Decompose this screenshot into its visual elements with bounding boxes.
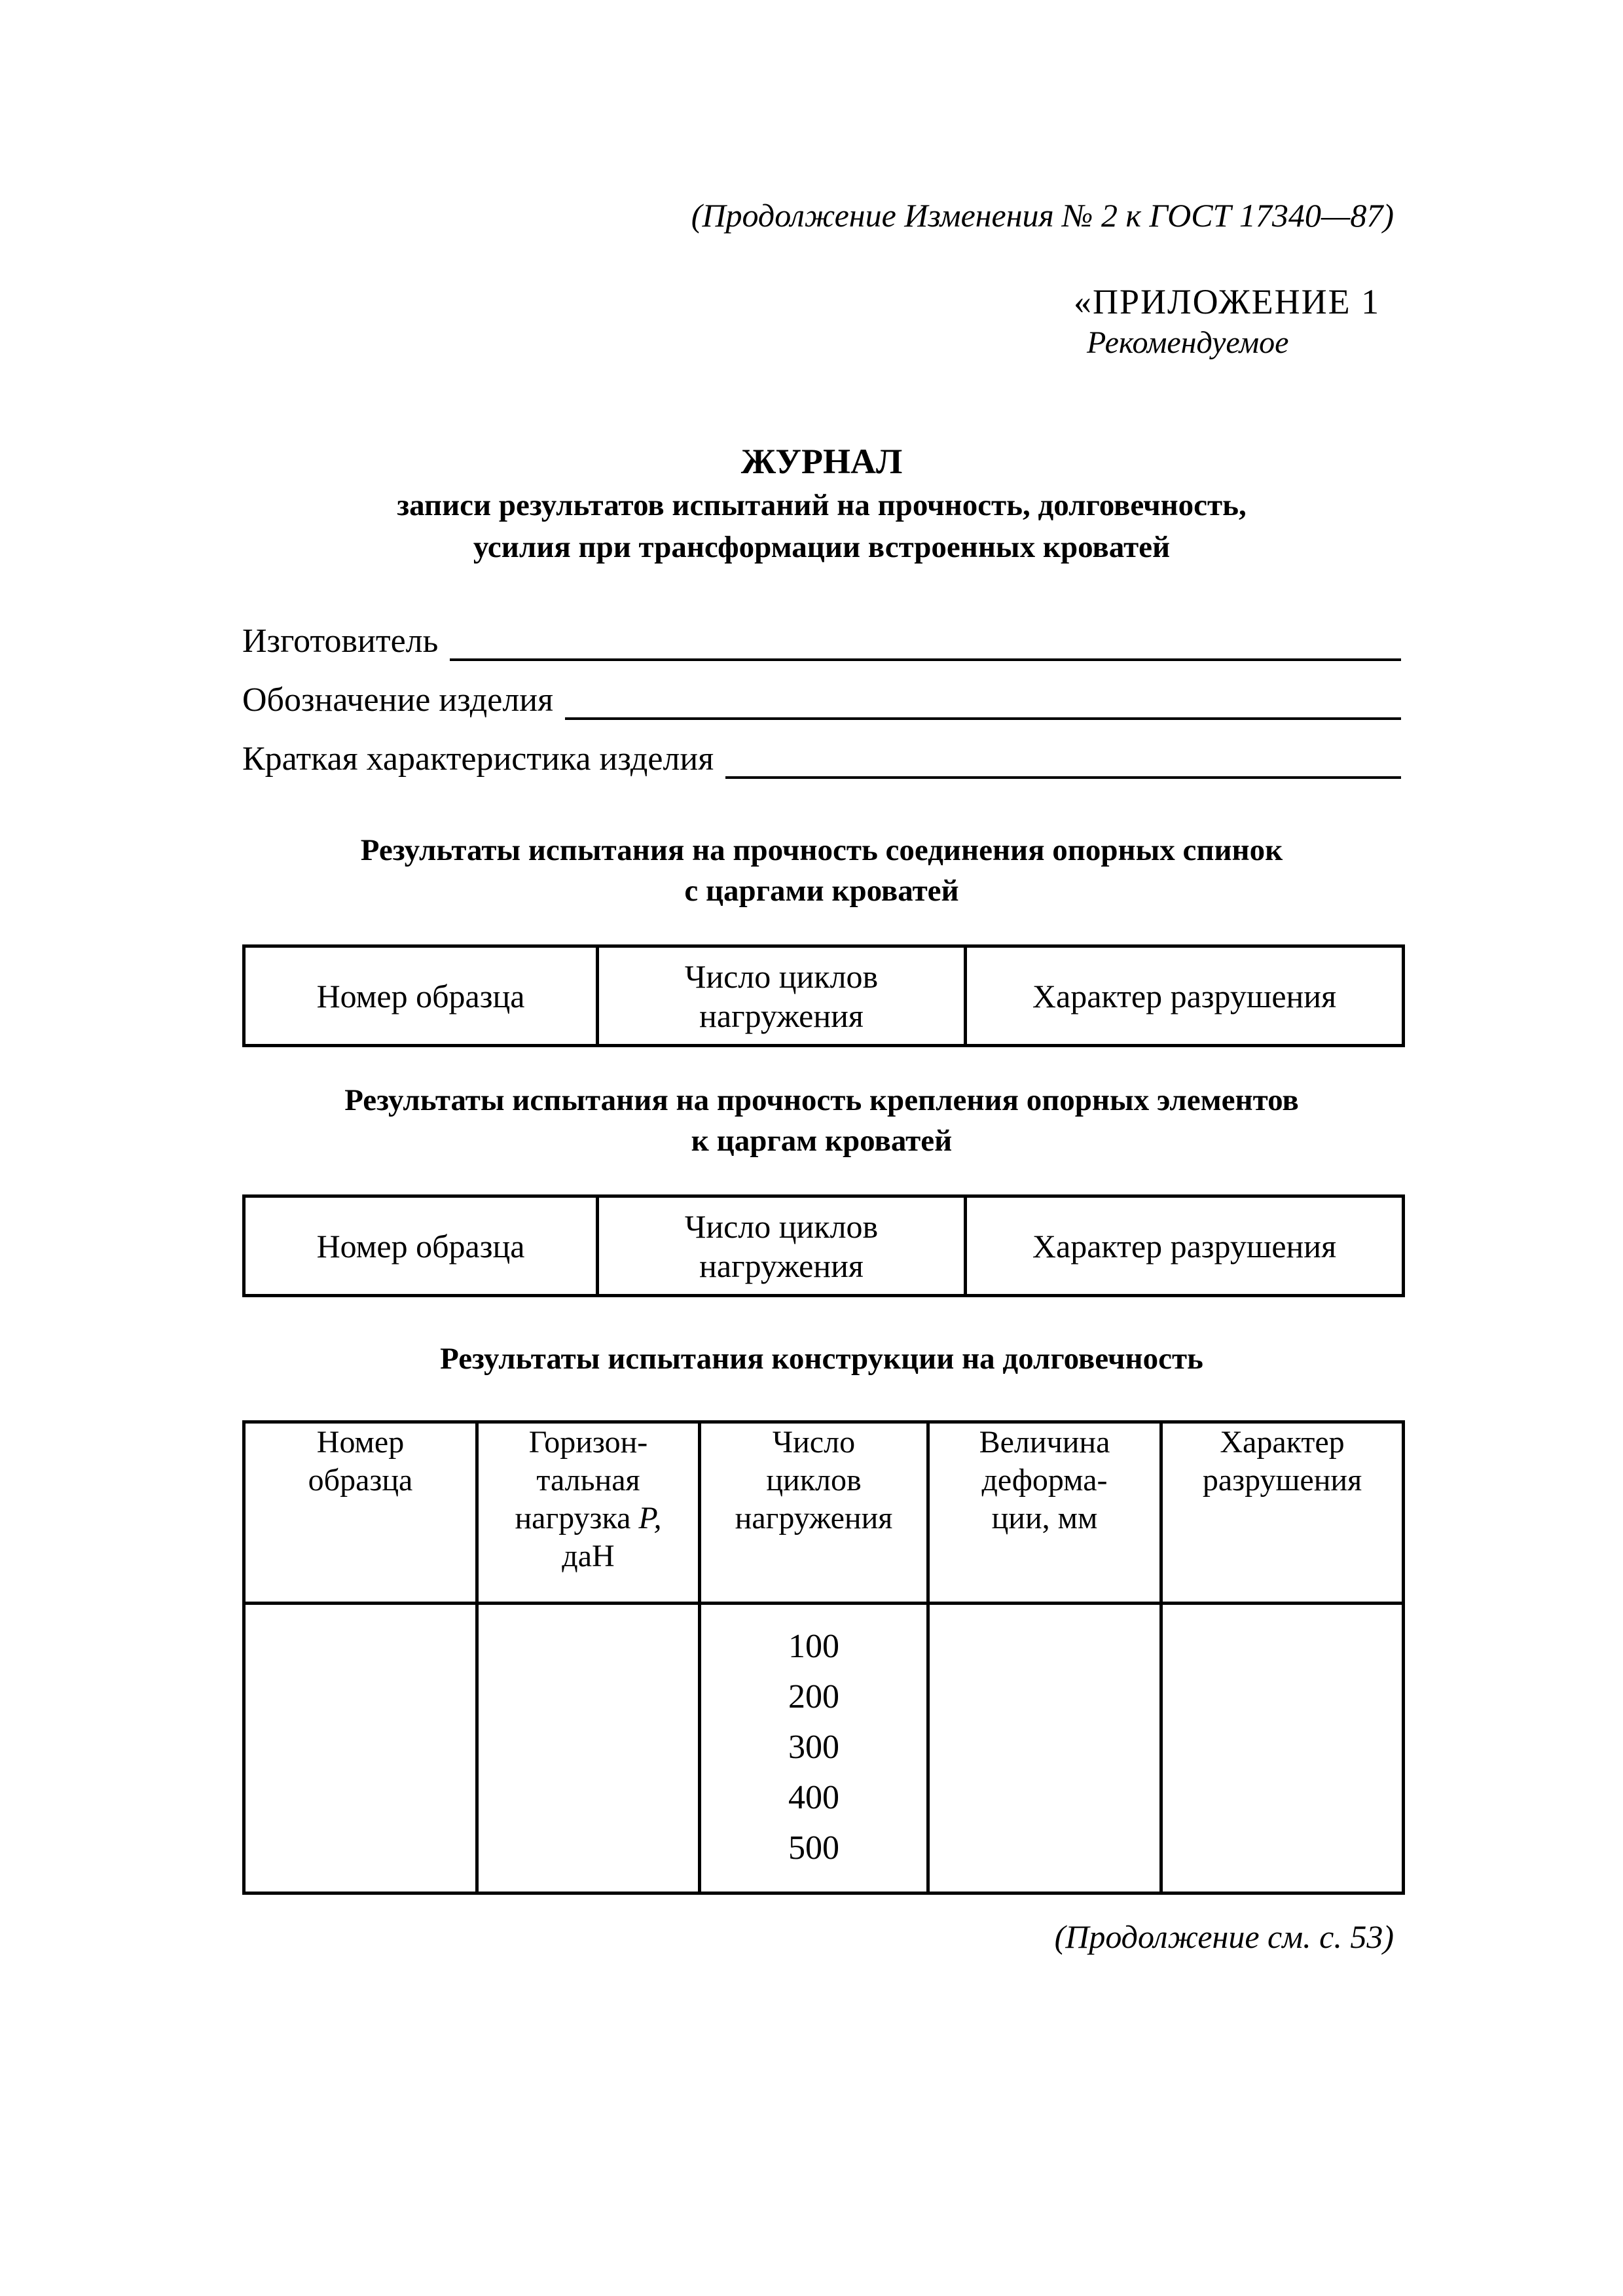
section2-table bbox=[242, 1194, 1405, 1297]
cycle-value: 300 bbox=[788, 1729, 839, 1766]
section1-col-load-cycles-line-1: Число циклов bbox=[684, 958, 879, 995]
section3-col-deformation-line-2: деформа- bbox=[981, 1463, 1108, 1498]
journal-subtitle-line-2: усилия при трансформации встроенных кроватей bbox=[473, 530, 1171, 564]
section3-col-horizontal-load-line-1: Горизон- bbox=[528, 1425, 648, 1460]
section1-heading-line-2: с царгами кроватей bbox=[684, 874, 959, 908]
cycle-value: 500 bbox=[788, 1829, 839, 1867]
product-designation-blank-line[interactable] bbox=[565, 686, 1401, 720]
section1-table bbox=[242, 944, 1405, 1047]
section3-col-load-cycles-line-3: нагружения bbox=[735, 1501, 893, 1535]
section1-heading bbox=[242, 830, 1401, 911]
cycle-value: 400 bbox=[788, 1779, 839, 1816]
section2-col-load-cycles-line-1: Число циклов bbox=[684, 1208, 879, 1245]
section3-col-deformation-line-1: Величина bbox=[979, 1425, 1110, 1460]
section3-col-load-cycles-line-2: циклов bbox=[766, 1463, 862, 1498]
section3-col-horizontal-load-line-2: тальная bbox=[536, 1463, 640, 1498]
appendix-title: «ПРИЛОЖЕНИЕ 1 bbox=[1074, 282, 1381, 321]
section1-col-sample-number: Номер образца bbox=[244, 946, 598, 1046]
section3-col-load-cycles bbox=[700, 1422, 928, 1604]
product-description-field-row bbox=[242, 740, 1401, 779]
section3-col-deformation-line-3: ции, мм bbox=[991, 1501, 1098, 1535]
section3-col-horizontal-load bbox=[477, 1422, 700, 1604]
section3-col-horizontal-load-symbol: P, bbox=[638, 1501, 662, 1535]
manufacturer-blank-line[interactable] bbox=[450, 627, 1401, 661]
section2-col-load-cycles-line-2: нагружения bbox=[699, 1247, 864, 1284]
journal-title-block bbox=[242, 439, 1401, 568]
section3-data-row bbox=[244, 1604, 1404, 1893]
appendix-block bbox=[1074, 281, 1380, 361]
section1-col-load-cycles bbox=[598, 946, 966, 1046]
section2-heading-line-1: Результаты испытания на прочность крепления опорных элементов bbox=[344, 1083, 1299, 1117]
section1-col-failure-type: Характер разрушения bbox=[966, 946, 1404, 1046]
section3-col-deformation bbox=[928, 1422, 1161, 1604]
section3-col-failure-type bbox=[1161, 1422, 1404, 1604]
section3-heading: Результаты испытания конструкции на долговечность bbox=[440, 1342, 1203, 1376]
section3-col-horizontal-load-unit: даН bbox=[562, 1539, 615, 1573]
section3-col-failure-type-line-2: разрушения bbox=[1202, 1463, 1362, 1498]
manufacturer-field-row bbox=[242, 622, 1401, 661]
section1-col-load-cycles-line-2: нагружения bbox=[699, 997, 864, 1034]
manufacturer-label: Изготовитель bbox=[242, 622, 439, 660]
section3-col-sample-number-line-2: образца bbox=[308, 1463, 413, 1498]
section2-heading bbox=[242, 1080, 1401, 1161]
section3-cell-horizontal-load[interactable] bbox=[477, 1604, 700, 1893]
cycle-value: 200 bbox=[788, 1678, 839, 1715]
section3-cell-failure-type[interactable] bbox=[1161, 1604, 1404, 1893]
section3-col-horizontal-load-line-3 bbox=[479, 1499, 698, 1537]
section3-col-horizontal-load-word: нагрузка bbox=[515, 1501, 631, 1535]
product-designation-field-row bbox=[242, 681, 1401, 720]
section1-heading-line-1: Результаты испытания на прочность соединения опорных спинок bbox=[360, 833, 1283, 867]
section3-col-load-cycles-line-1: Число bbox=[772, 1425, 856, 1460]
cycle-values-list bbox=[701, 1605, 926, 1873]
cycle-value: 100 bbox=[788, 1628, 839, 1665]
section3-cell-load-cycles bbox=[700, 1604, 928, 1893]
header-continuation-note: (Продолжение Изменения № 2 к ГОСТ 17340—87) bbox=[691, 197, 1394, 234]
section2-heading-line-2: к царгам кроватей bbox=[691, 1124, 953, 1158]
section3-cell-sample-number[interactable] bbox=[244, 1604, 477, 1893]
section3-table bbox=[242, 1420, 1405, 1895]
section2-col-sample-number: Номер образца bbox=[244, 1196, 598, 1296]
appendix-status: Рекомендуемое bbox=[1087, 325, 1289, 360]
journal-title: ЖУРНАЛ bbox=[740, 442, 903, 481]
product-designation-label: Обозначение изделия bbox=[242, 681, 554, 719]
footer-continuation-note: (Продолжение см. с. 53) bbox=[1054, 1918, 1394, 1955]
section3-col-sample-number bbox=[244, 1422, 477, 1604]
section3-col-sample-number-line-1: Номер bbox=[316, 1425, 405, 1460]
section3-col-failure-type-line-1: Характер bbox=[1220, 1425, 1345, 1460]
section3-cell-deformation[interactable] bbox=[928, 1604, 1161, 1893]
journal-subtitle-line-1: записи результатов испытаний на прочность, долговечность, bbox=[397, 488, 1247, 522]
product-description-blank-line[interactable] bbox=[725, 745, 1401, 779]
product-description-label: Краткая характеристика изделия bbox=[242, 740, 714, 778]
section2-col-failure-type: Характер разрушения bbox=[966, 1196, 1404, 1296]
section2-col-load-cycles bbox=[598, 1196, 966, 1296]
